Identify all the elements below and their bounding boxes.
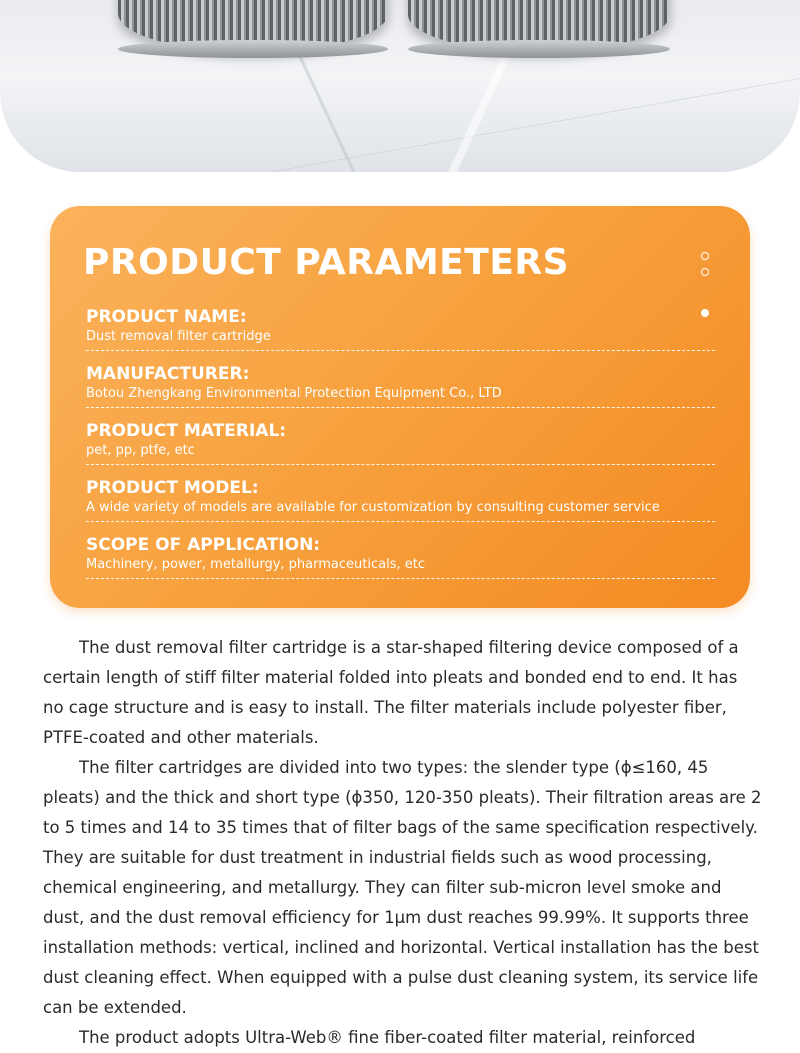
parameter-label: PRODUCT MATERIAL: <box>86 421 287 441</box>
dashed-divider <box>86 407 715 408</box>
product-description <box>43 633 763 1053</box>
parameter-label: PRODUCT MODEL: <box>86 478 259 498</box>
parameter-value: Machinery, power, metallurgy, pharmaceuticals, etc <box>86 557 425 572</box>
dashed-divider <box>86 464 715 465</box>
dashed-divider <box>86 578 715 579</box>
parameter-row-model <box>86 475 715 532</box>
ring-dot-icon <box>701 252 709 260</box>
parameter-value: pet, pp, ptfe, etc <box>86 443 195 458</box>
product-parameters-card <box>50 206 750 608</box>
parameter-value: A wide variety of models are available for customization by consulting customer service <box>86 500 660 515</box>
parameter-row-material <box>86 418 715 475</box>
filter-cartridge-left <box>118 0 388 52</box>
dashed-divider <box>86 521 715 522</box>
ring-dot-icon <box>701 268 709 276</box>
description-paragraph: The product adopts Ultra-Web® fine fiber-coated filter material, reinforced <box>79 1028 696 1047</box>
parameter-label: PRODUCT NAME: <box>86 307 247 327</box>
parameter-list <box>86 304 715 589</box>
parameter-value: Dust removal filter cartridge <box>86 329 271 344</box>
description-paragraph: The filter cartridges are divided into two types: the slender type (ϕ≤160, 45 pleats) and the thick and short type (ϕ350, 120-350 pleats). Their filtration areas are 2 to 5 times and 14 to 35 times that of filter bags of the same specification respectively. They are suitable for dust treatment in industrial fields such as wood processing, chemical engineering, and metallurgy. They can filter sub-micron level smoke and dust, and the dust removal efficiency for 1μm dust reaches 99.99%. It supports three installation methods: vertical, inclined and horizontal. Vertical installation has the best dust cleaning effect. When equipped with a pulse dust cleaning system, its service life can be extended. <box>43 758 762 1017</box>
parameter-label: SCOPE OF APPLICATION: <box>86 535 321 555</box>
parameter-row-manufacturer <box>86 361 715 418</box>
description-paragraph: The dust removal filter cartridge is a star-shaped filtering device composed of a certain length of stiff filter material folded into pleats and bonded end to end. It has no cage structure and is easy to install. The filter materials include polyester fiber, PTFE-coated and other materials. <box>43 638 739 747</box>
parameter-row-scope <box>86 532 715 589</box>
parameters-title: PRODUCT PARAMETERS <box>83 242 570 283</box>
product-hero-image <box>0 0 800 172</box>
floor-tiles <box>0 0 800 172</box>
parameter-label: MANUFACTURER: <box>86 364 250 384</box>
parameter-row-product-name <box>86 304 715 361</box>
dashed-divider <box>86 350 715 351</box>
parameter-value: Botou Zhengkang Environmental Protection Equipment Co., LTD <box>86 386 502 401</box>
filter-cartridge-right <box>408 0 670 52</box>
